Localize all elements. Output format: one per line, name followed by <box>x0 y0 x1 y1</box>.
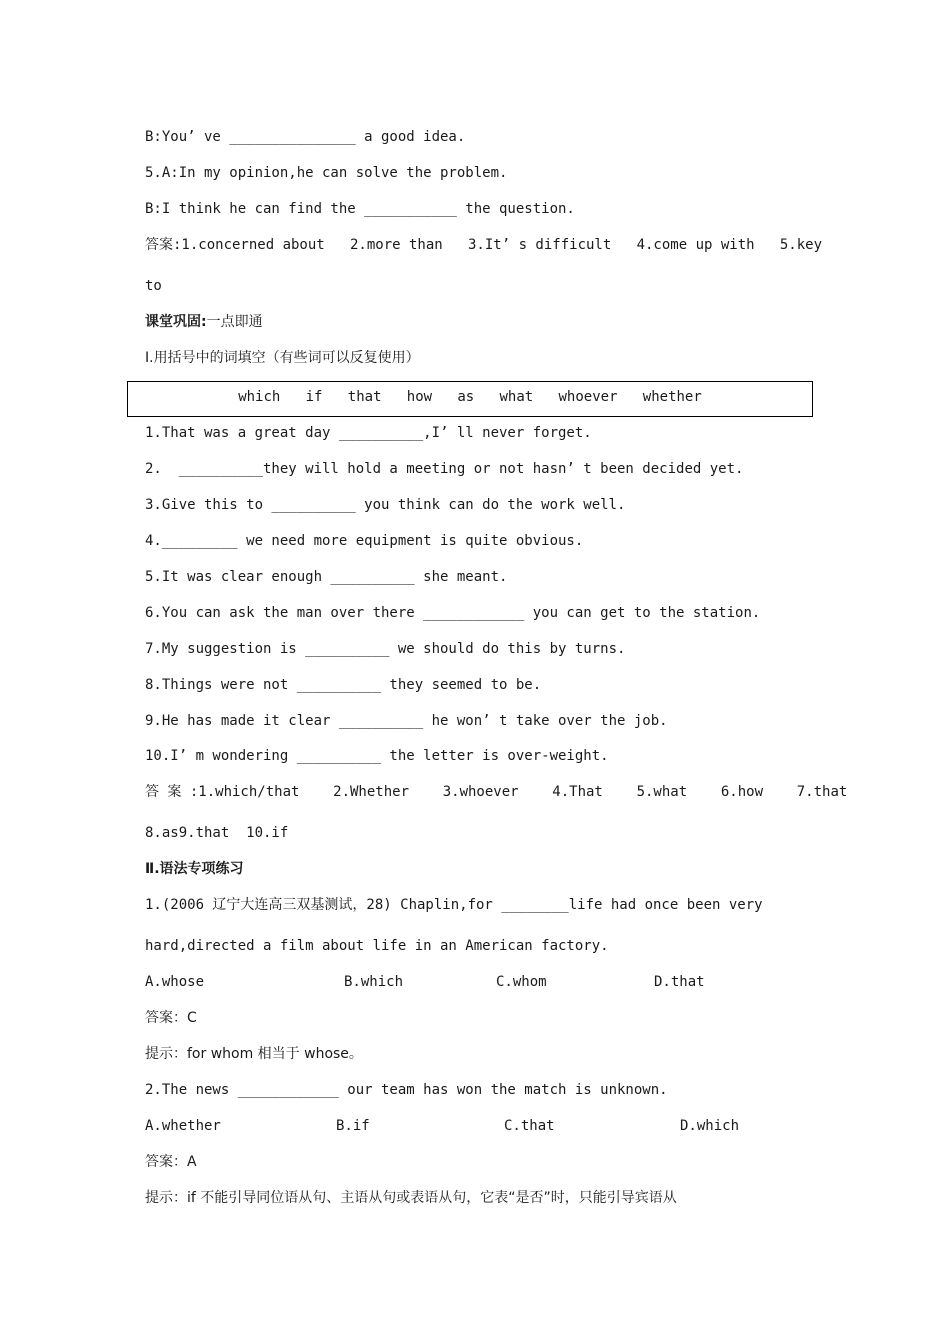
q1-line1: 1.(2006 辽宁大连高三双基测试，28) Chaplin,for ________life had once been very <box>145 897 763 913</box>
part1-item-5: 5.It was clear enough __________ she meant. <box>145 569 508 585</box>
prev-answer-line2: to <box>145 278 162 294</box>
q2-line1: 2.The news ____________ our team has won the match is unknown. <box>145 1082 668 1098</box>
prev-answer-line1: 答案:1.concerned about 2.more than 3.It’ s difficult 4.come up with 5.key <box>145 237 823 253</box>
part1-item-6: 6.You can ask the man over there ____________ you can get to the station. <box>145 605 761 621</box>
part1-item-9: 9.He has made it clear __________ he won’ t take over the job. <box>145 713 668 729</box>
part1-item-3: 3.Give this to __________ you think can do the work well. <box>145 497 626 513</box>
prev-b5: B:I think he can find the ___________ the question. <box>145 201 575 217</box>
q2-option-c: C.that <box>504 1118 555 1134</box>
part1-title: Ⅰ.用括号中的词填空（有些词可以反复使用） <box>145 350 420 366</box>
q1-option-a: A.whose <box>145 974 205 990</box>
part1-item-2: 2. __________they will hold a meeting or not hasn’ t been decided yet. <box>145 461 744 477</box>
word-box <box>127 381 813 417</box>
q2-option-d: D.which <box>680 1118 740 1134</box>
q1-option-d: D.that <box>654 974 705 990</box>
q2-answer: 答案：A <box>145 1154 197 1170</box>
q1-answer: 答案：C <box>145 1010 197 1026</box>
part1-answer-line1: 答 案 :1.which/that 2.Whether 3.whoever 4.That 5.what 6.how 7.that <box>145 784 848 800</box>
q2-hint: 提示：if 不能引导同位语从句、主语从句或表语从句，它表“是否”时，只能引导宾语从 <box>145 1190 677 1206</box>
section-title <box>145 312 263 332</box>
q2-option-a: A.whether <box>145 1118 221 1134</box>
part1-answer-line2: 8.as9.that 10.if <box>145 825 289 841</box>
part2-title: Ⅱ.语法专项练习 <box>145 861 244 877</box>
part1-item-1: 1.That was a great day __________,I’ ll never forget. <box>145 425 592 441</box>
section-title-bold: 课堂巩固: <box>145 314 207 330</box>
q2-option-b: B.if <box>336 1118 370 1134</box>
q1-option-b: B.which <box>344 974 404 990</box>
part1-item-7: 7.My suggestion is __________ we should do this by turns. <box>145 641 626 657</box>
prev-a5: 5.A:In my opinion,he can solve the problem. <box>145 165 508 181</box>
word-box-text: which if that how as what whoever whether <box>238 389 702 405</box>
prev-b4: B:You’ ve _______________ a good idea. <box>145 129 466 145</box>
section-title-rest: 一点即通 <box>206 314 263 330</box>
part1-item-8: 8.Things were not __________ they seemed to be. <box>145 677 542 693</box>
part1-item-4: 4._________ we need more equipment is quite obvious. <box>145 533 584 549</box>
q1-hint: 提示：for whom 相当于 whose。 <box>145 1046 363 1062</box>
q1-option-c: C.whom <box>496 974 547 990</box>
q1-line2: hard,directed a film about life in an American factory. <box>145 938 609 954</box>
part1-item-10: 10.I’ m wondering __________ the letter is over-weight. <box>145 748 609 764</box>
